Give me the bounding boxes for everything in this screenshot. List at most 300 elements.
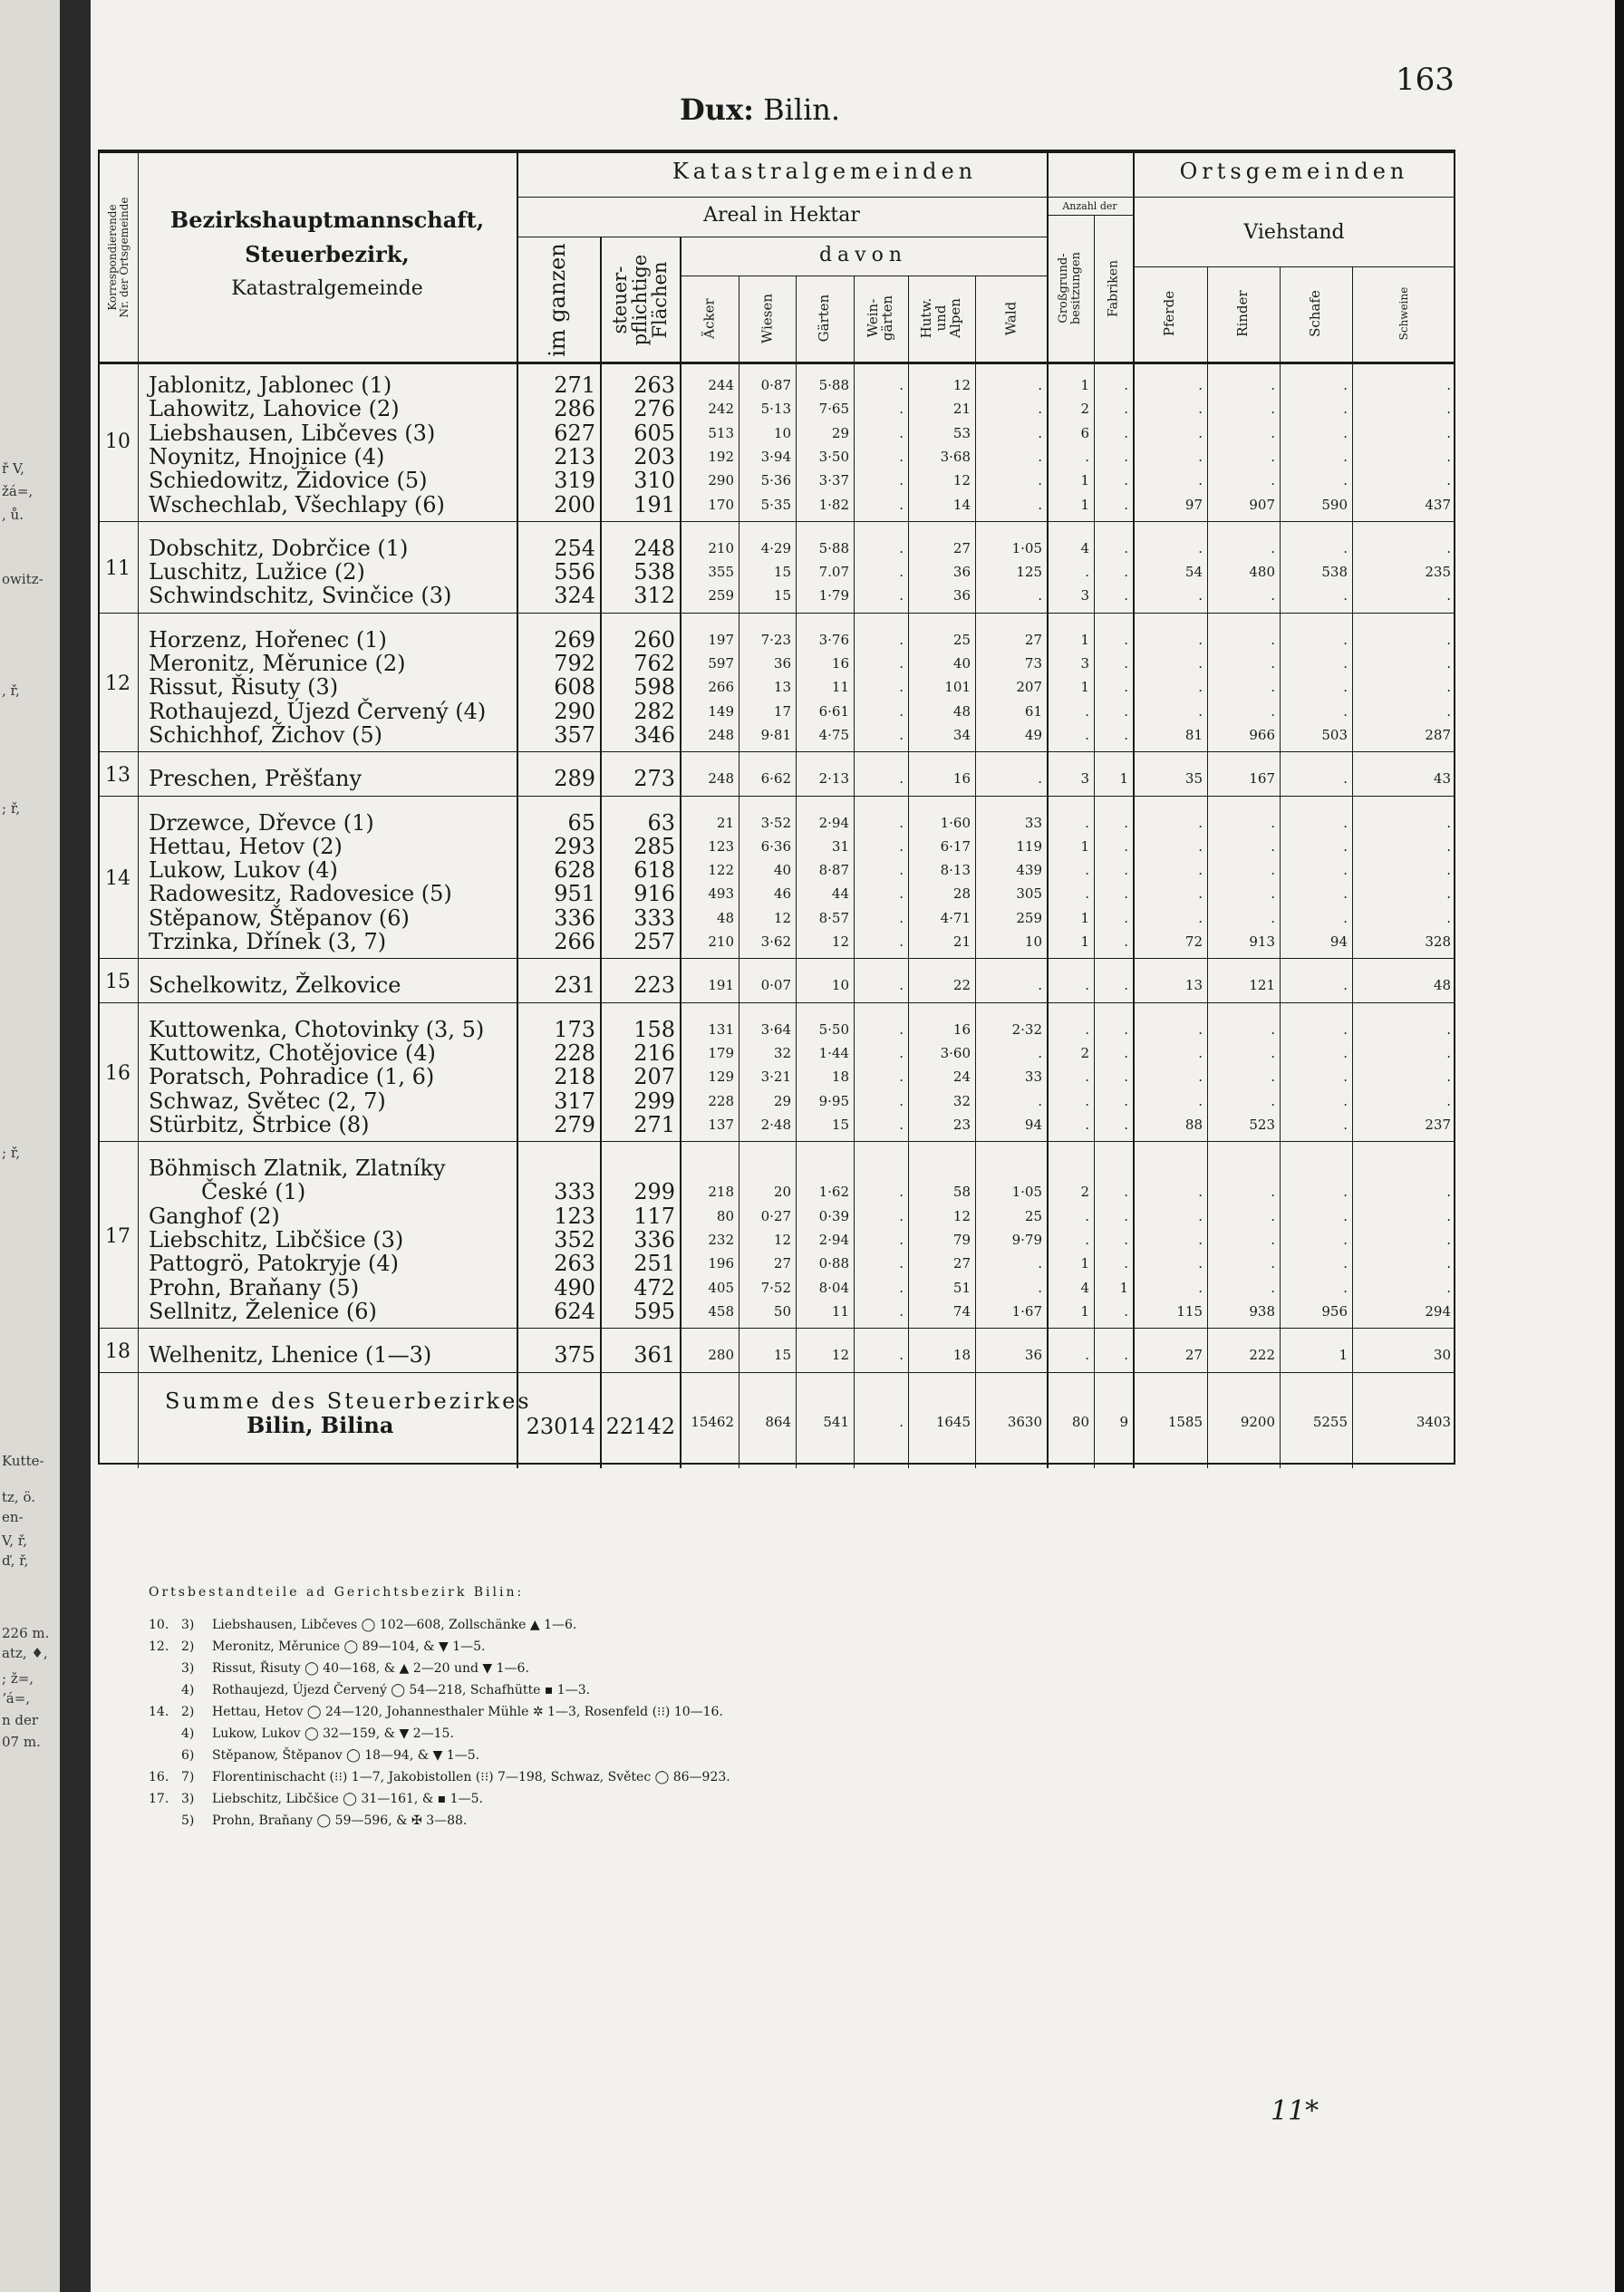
group-rule	[100, 796, 1455, 797]
hutweiden-heading-line-1: Hutw.	[918, 297, 935, 339]
footnote-index: 2)	[181, 1639, 195, 1654]
margin-fragment: en-	[2, 1509, 24, 1525]
cell-st: 333	[633, 904, 675, 931]
table-row-name: Welhenitz, Lhenice (1—3)	[149, 1342, 432, 1368]
table-row-name: Schwaz, Světec (2, 7)	[149, 1088, 386, 1114]
cell-ak: 242	[708, 401, 734, 418]
table-row-name: Lukow, Lukov (4)	[149, 857, 338, 884]
summe-cell-st: 22142	[605, 1413, 675, 1439]
cell-fa: .	[1124, 1232, 1128, 1248]
rinder-heading-line-1: Rinder	[1234, 290, 1252, 337]
summe-cell-we: .	[899, 1413, 904, 1430]
summe-cell-sf: 5255	[1312, 1413, 1348, 1430]
cell-sw: .	[1446, 885, 1451, 903]
margin-fragment: žá=,	[2, 483, 34, 499]
cell-sf: .	[1343, 1232, 1348, 1248]
cell-ig: 266	[554, 929, 595, 954]
district-heading-line-2: Steuerbezirk,	[245, 241, 410, 267]
cell-sw: .	[1446, 1255, 1451, 1272]
footnote-line	[149, 1658, 730, 1679]
cell-gr: 1	[1080, 472, 1089, 489]
cell-we: .	[899, 1069, 904, 1086]
cell-ak: 80	[716, 1207, 734, 1224]
cell-st: 346	[633, 721, 675, 748]
cell-ri: .	[1271, 655, 1275, 672]
cell-st: 260	[633, 626, 675, 653]
table-row-name: Kuttowitz, Chotějovice (4)	[149, 1040, 436, 1066]
cell-st: 336	[633, 1227, 675, 1252]
cell-sw: .	[1446, 909, 1451, 926]
cell-wi: 46	[773, 885, 791, 903]
cell-ig: 65	[567, 809, 595, 836]
footnote-text: Prohn, Braňany ◯ 59—596, & ✠ 3—88.	[212, 1813, 468, 1828]
cell-we: .	[899, 472, 904, 489]
cell-pf: .	[1198, 472, 1203, 489]
cell-wa: .	[1038, 377, 1042, 393]
cell-ak: 232	[708, 1232, 734, 1248]
cell-ri: .	[1271, 837, 1275, 855]
cell-pf: .	[1198, 862, 1203, 879]
cell-we: .	[899, 1255, 904, 1272]
cell-ig: 263	[554, 1251, 595, 1277]
left-margin-strip	[0, 0, 63, 2292]
cell-ig: 490	[554, 1274, 595, 1301]
cell-pf: .	[1198, 655, 1203, 672]
cell-we: .	[899, 401, 904, 418]
footnote-index: 4)	[181, 1726, 195, 1741]
footnote-text: Rothaujezd, Újezd Červený ◯ 54—218, Schafhütte ▪ 1—3.	[212, 1683, 591, 1697]
cell-wi: 5·36	[760, 472, 791, 489]
gaerten-heading	[796, 280, 854, 356]
nr-korr-heading	[100, 157, 138, 358]
viehstand-heading: Viehstand	[1243, 221, 1345, 244]
cell-sw: 43	[1433, 770, 1451, 788]
cell-ga: 8·04	[818, 1279, 849, 1296]
hutweiden-heading-line-3: Alpen	[946, 298, 963, 338]
cell-ak: 210	[708, 933, 734, 950]
cell-we: .	[899, 655, 904, 672]
cell-sf: .	[1343, 770, 1348, 788]
table-row-name: Schiedowitz, Židovice (5)	[149, 468, 428, 494]
cell-hu: 16	[952, 1020, 971, 1038]
cell-sw: .	[1446, 862, 1451, 879]
cell-ig: 173	[554, 1016, 595, 1042]
margin-fragment: tz, ö.	[2, 1489, 36, 1505]
cell-sw: .	[1446, 472, 1451, 489]
cell-hu: 48	[952, 702, 971, 720]
cell-sf: 538	[1321, 564, 1348, 581]
cell-hu: 79	[952, 1232, 971, 1248]
cell-ak: 597	[708, 655, 734, 672]
cell-we: .	[899, 448, 904, 465]
cell-gr: .	[1085, 448, 1089, 465]
margin-fragment: V, ř,	[2, 1533, 28, 1549]
cell-ak: 192	[708, 448, 734, 465]
cell-sw: .	[1446, 1184, 1451, 1201]
group-rule	[100, 751, 1455, 752]
cell-wa: 2·32	[1011, 1020, 1042, 1038]
cell-wi: 40	[773, 862, 791, 879]
margin-fragment: ʼá=,	[2, 1690, 31, 1707]
cell-ga: 5·50	[818, 1020, 849, 1038]
table-row-name: Preschen, Prěšťany	[149, 766, 362, 792]
margin-fragment: , ř,	[2, 682, 20, 699]
table-row-name: Böhmisch Zlatnik, Zlatníky	[149, 1156, 446, 1182]
cell-ri: 480	[1249, 564, 1275, 581]
cell-pf: 81	[1184, 726, 1203, 743]
summe-cell-pf: 1585	[1167, 1413, 1203, 1430]
cell-pf: 115	[1176, 1302, 1203, 1320]
footnote-district: 14.	[149, 1705, 169, 1719]
cell-hu: 21	[952, 933, 971, 950]
cell-sw: .	[1446, 1069, 1451, 1086]
cell-fa: .	[1124, 401, 1128, 418]
cell-wi: 7·52	[760, 1279, 791, 1296]
cell-wa: 119	[1016, 837, 1042, 855]
table-row-name: Schichhof, Žichov (5)	[149, 721, 382, 748]
cell-sf: .	[1343, 679, 1348, 696]
page	[91, 0, 1615, 2292]
cell-sw: 328	[1425, 933, 1451, 950]
rule-nr	[138, 153, 139, 1468]
cell-ak: 179	[708, 1044, 734, 1061]
cell-pf: .	[1198, 1069, 1203, 1086]
cell-we: .	[899, 1184, 904, 1201]
margin-fragment: ; ř,	[2, 800, 21, 817]
district-column-heading	[138, 203, 517, 306]
cell-ga: 4·75	[818, 726, 849, 743]
gaerten-heading-line-1: Gärten	[816, 294, 833, 343]
cell-ig: 951	[554, 881, 595, 907]
cell-pf: .	[1198, 909, 1203, 926]
cell-ri: .	[1271, 472, 1275, 489]
rule-st	[600, 237, 602, 1468]
cell-pf: .	[1198, 885, 1203, 903]
summe-cell-ga: 541	[823, 1413, 849, 1430]
cell-sw: .	[1446, 631, 1451, 648]
rule-wi	[739, 276, 740, 1468]
cell-wa: 27	[1024, 631, 1042, 648]
cell-wa: .	[1038, 401, 1042, 418]
table-row-name: Drzewce, Dřevce (1)	[149, 809, 374, 836]
cell-pf: .	[1198, 1020, 1203, 1038]
cell-pf: .	[1198, 814, 1203, 831]
district-number: 11	[105, 557, 130, 581]
cell-pf: .	[1198, 377, 1203, 393]
cell-gr: 2	[1080, 1184, 1089, 1201]
cell-hu: 22	[952, 977, 971, 994]
table-row-name: Lahowitz, Lahovice (2)	[149, 396, 400, 422]
cell-hu: 28	[952, 885, 971, 903]
cell-sf: .	[1343, 1255, 1348, 1272]
cell-sf: .	[1343, 1184, 1348, 1201]
footnote-line	[149, 1745, 730, 1766]
fabriken-heading-line-1: Fabriken	[1106, 259, 1121, 317]
grossgrund-heading	[1047, 220, 1094, 356]
cell-wi: 12	[773, 909, 791, 926]
cell-sw: .	[1446, 1232, 1451, 1248]
cell-wi: 29	[773, 1092, 791, 1109]
footnote-district: 17.	[149, 1792, 169, 1806]
cell-st: 251	[633, 1251, 675, 1277]
cell-pf: 88	[1184, 1116, 1203, 1133]
cell-st: 257	[633, 929, 675, 954]
cell-sw: 30	[1433, 1347, 1451, 1364]
cell-st: 273	[633, 766, 675, 792]
cell-ga: 9·95	[818, 1092, 849, 1109]
cell-pf: .	[1198, 631, 1203, 648]
margin-fragment: ď, ř,	[2, 1552, 29, 1569]
cell-we: .	[899, 1207, 904, 1224]
cell-hu: 12	[952, 377, 971, 393]
table-row-name: Rothaujezd, Újezd Červený (4)	[149, 698, 487, 724]
cell-we: .	[899, 679, 904, 696]
cell-pf: .	[1198, 1044, 1203, 1061]
cell-sf: .	[1343, 862, 1348, 879]
footnote-text: Florentinischacht (⁝⁝) 1—7, Jakobistollen (⁝⁝) 7—198, Schwaz, Světec ◯ 86—923.	[212, 1770, 730, 1784]
cell-wa: .	[1038, 1255, 1042, 1272]
cell-gr: .	[1085, 862, 1089, 879]
cell-wi: 9·81	[760, 726, 791, 743]
cell-sw: .	[1446, 377, 1451, 393]
cell-st: 538	[633, 559, 675, 585]
cell-fa: .	[1124, 909, 1128, 926]
cell-st: 299	[633, 1088, 675, 1114]
im-ganzen-heading	[517, 244, 600, 356]
weingaerten-heading-line-1: Wein-	[865, 298, 882, 338]
cell-fa: .	[1124, 814, 1128, 831]
cell-fa: .	[1124, 726, 1128, 743]
table-row-name: Rissut, Řisuty (3)	[149, 674, 339, 701]
cell-ri: 523	[1249, 1116, 1275, 1133]
cell-fa: .	[1124, 1347, 1128, 1364]
margin-fragment: ; ř,	[2, 1145, 21, 1161]
cell-we: .	[899, 587, 904, 604]
cell-ri: .	[1271, 424, 1275, 441]
cell-ig: 290	[554, 698, 595, 724]
cell-ak: 493	[708, 885, 734, 903]
schweine-heading	[1352, 271, 1455, 356]
cell-wa: 1·05	[1011, 1184, 1042, 1201]
cell-sf: .	[1343, 448, 1348, 465]
cell-fa: .	[1124, 424, 1128, 441]
katastral-rule	[517, 197, 1133, 198]
cell-ga: 16	[831, 655, 849, 672]
table-row-name: Liebschitz, Libčšice (3)	[149, 1227, 404, 1252]
cell-we: .	[899, 770, 904, 788]
cell-sf: 1	[1339, 1347, 1348, 1364]
summe-cell-wa: 3630	[1007, 1413, 1042, 1430]
summe-cell-sw: 3403	[1416, 1413, 1451, 1430]
fabriken-heading	[1094, 220, 1133, 356]
cell-gr: .	[1085, 1347, 1089, 1364]
cell-ig: 352	[554, 1227, 595, 1252]
cell-st: 361	[633, 1342, 675, 1368]
cell-gr: 3	[1080, 587, 1089, 604]
cell-fa: .	[1124, 1207, 1128, 1224]
cell-st: 299	[633, 1179, 675, 1205]
steuer-heading-line-2: pflichtige	[628, 254, 651, 346]
cell-sf: .	[1343, 539, 1348, 556]
cell-wa: .	[1038, 1044, 1042, 1061]
cell-fa: .	[1124, 862, 1128, 879]
cell-sw: .	[1446, 539, 1451, 556]
cell-ak: 123	[708, 837, 734, 855]
cell-ri: 913	[1249, 933, 1275, 950]
cell-sw: 437	[1425, 496, 1451, 513]
cell-ak: 405	[708, 1279, 734, 1296]
cell-gr: 2	[1080, 1044, 1089, 1061]
cell-wi: 0·87	[760, 377, 791, 393]
table-row-name: Liebshausen, Libčeves (3)	[149, 420, 436, 446]
ortsgemeinden-rule	[1133, 197, 1455, 198]
cell-fa: .	[1124, 702, 1128, 720]
footnote-line	[149, 1701, 730, 1723]
cell-wi: 13	[773, 679, 791, 696]
cell-fa: .	[1124, 472, 1128, 489]
cell-sf: 94	[1329, 933, 1348, 950]
cell-wi: 17	[773, 702, 791, 720]
cell-ri: .	[1271, 1232, 1275, 1248]
cell-st: 223	[633, 972, 675, 999]
cell-wi: 6·36	[760, 837, 791, 855]
hutweiden-heading-line-2: und	[933, 305, 950, 332]
cell-hu: 14	[952, 496, 971, 513]
footnotes-lines	[149, 1614, 730, 1832]
davon-heading: davon	[818, 244, 908, 266]
rule-we	[854, 276, 855, 1468]
margin-fragment: 226 m.	[2, 1625, 50, 1641]
cell-we: .	[899, 909, 904, 926]
cell-gr: 4	[1080, 1279, 1089, 1296]
summe-cell-gr: 80	[1071, 1413, 1089, 1430]
cell-st: 207	[633, 1064, 675, 1090]
wiesen-heading-line-1: Wiesen	[758, 293, 775, 343]
cell-ak: 122	[708, 862, 734, 879]
cell-hu: 16	[952, 770, 971, 788]
table-row-name: Pattogrö, Patokryje (4)	[149, 1251, 399, 1277]
cell-wa: .	[1038, 1092, 1042, 1109]
cell-sf: .	[1343, 401, 1348, 418]
table-row-name: Poratsch, Pohradice (1, 6)	[149, 1064, 435, 1090]
cell-ak: 129	[708, 1069, 734, 1086]
im-ganzen-heading-line-1: im ganzen	[545, 243, 571, 357]
cell-we: .	[899, 564, 904, 581]
cell-ri: .	[1271, 1207, 1275, 1224]
cell-ig: 336	[554, 904, 595, 931]
aecker-heading-line-1: Äcker	[700, 297, 717, 339]
cell-ri: .	[1271, 1092, 1275, 1109]
cell-fa: .	[1124, 933, 1128, 950]
cell-hu: 12	[952, 472, 971, 489]
cell-we: .	[899, 1232, 904, 1248]
group-rule	[100, 1002, 1455, 1003]
pferde-heading-line-1: Pferde	[1161, 290, 1178, 337]
footnote-line	[149, 1788, 730, 1810]
cell-ri: 222	[1249, 1347, 1275, 1364]
cell-ri: .	[1271, 679, 1275, 696]
cell-ak: 355	[708, 564, 734, 581]
cell-fa: .	[1124, 1092, 1128, 1109]
table-row-name: Stěpanow, Štěpanov (6)	[149, 904, 410, 931]
cell-gr: .	[1085, 814, 1089, 831]
cell-st: 191	[633, 491, 675, 517]
cell-wi: 3·64	[760, 1020, 791, 1038]
cell-ak: 196	[708, 1255, 734, 1272]
cell-hu: 51	[952, 1279, 971, 1296]
cell-wa: .	[1038, 472, 1042, 489]
pferde-heading	[1133, 271, 1207, 356]
cell-pf: 97	[1184, 496, 1203, 513]
cell-wa: 33	[1024, 814, 1042, 831]
table-row-name: Stürbitz, Štrbice (8)	[149, 1111, 370, 1137]
footnote-district: 10.	[149, 1618, 169, 1632]
cell-we: .	[899, 862, 904, 879]
cell-pf: 35	[1184, 770, 1203, 788]
district-number: 12	[105, 672, 130, 696]
district-number: 10	[105, 430, 130, 453]
footnotes	[149, 1581, 730, 1832]
table-row-name: Dobschitz, Dobrčice (1)	[149, 535, 409, 561]
cell-hu: 36	[952, 564, 971, 581]
cell-gr: .	[1085, 1092, 1089, 1109]
cell-st: 598	[633, 674, 675, 701]
cell-ak: 280	[708, 1347, 734, 1364]
cell-ga: 3·50	[818, 448, 849, 465]
cell-ig: 333	[554, 1179, 595, 1205]
cell-hu: 12	[952, 1207, 971, 1224]
cell-gr: 1	[1080, 933, 1089, 950]
cell-ak: 191	[708, 977, 734, 994]
cell-st: 203	[633, 443, 675, 469]
summe-cell-fa: 9	[1119, 1413, 1128, 1430]
cell-we: .	[899, 424, 904, 441]
cell-gr: 1	[1080, 631, 1089, 648]
cell-gr: .	[1085, 1207, 1089, 1224]
table-row-name: Sellnitz, Želenice (6)	[149, 1298, 377, 1324]
cell-gr: .	[1085, 702, 1089, 720]
cell-ak: 248	[708, 770, 734, 788]
cell-st: 285	[633, 833, 675, 859]
cell-gr: .	[1085, 977, 1089, 994]
cell-hu: 18	[952, 1347, 971, 1364]
cell-ri: 907	[1249, 496, 1275, 513]
katastralgemeinden-heading: Katastralgemeinden	[672, 159, 978, 184]
cell-st: 595	[633, 1298, 675, 1324]
cell-sf: .	[1343, 702, 1348, 720]
binding-shadow	[60, 0, 92, 2292]
cell-st: 63	[647, 809, 675, 836]
cell-wi: 3·94	[760, 448, 791, 465]
cell-st: 618	[633, 857, 675, 884]
cell-pf: .	[1198, 1279, 1203, 1296]
table-row-name: Horzenz, Hořenec (1)	[149, 626, 387, 653]
table-row-name: České (1)	[201, 1179, 306, 1205]
table-row-name: Meronitz, Měrunice (2)	[149, 651, 406, 676]
cell-ak: 137	[708, 1116, 734, 1133]
rule-fa	[1094, 215, 1095, 1468]
district-number: 14	[105, 867, 130, 891]
footnote-text: Liebshausen, Libčeves ◯ 102—608, Zollschänke ▲ 1—6.	[212, 1618, 577, 1632]
cell-fa: .	[1124, 539, 1128, 556]
cell-pf: .	[1198, 587, 1203, 604]
margin-fragment: ř V,	[2, 460, 24, 477]
cell-wi: 32	[773, 1044, 791, 1061]
running-head-district: Bilin.	[763, 92, 841, 127]
cell-ri: .	[1271, 1255, 1275, 1272]
wiesen-heading	[739, 280, 796, 356]
cell-sf: .	[1343, 587, 1348, 604]
